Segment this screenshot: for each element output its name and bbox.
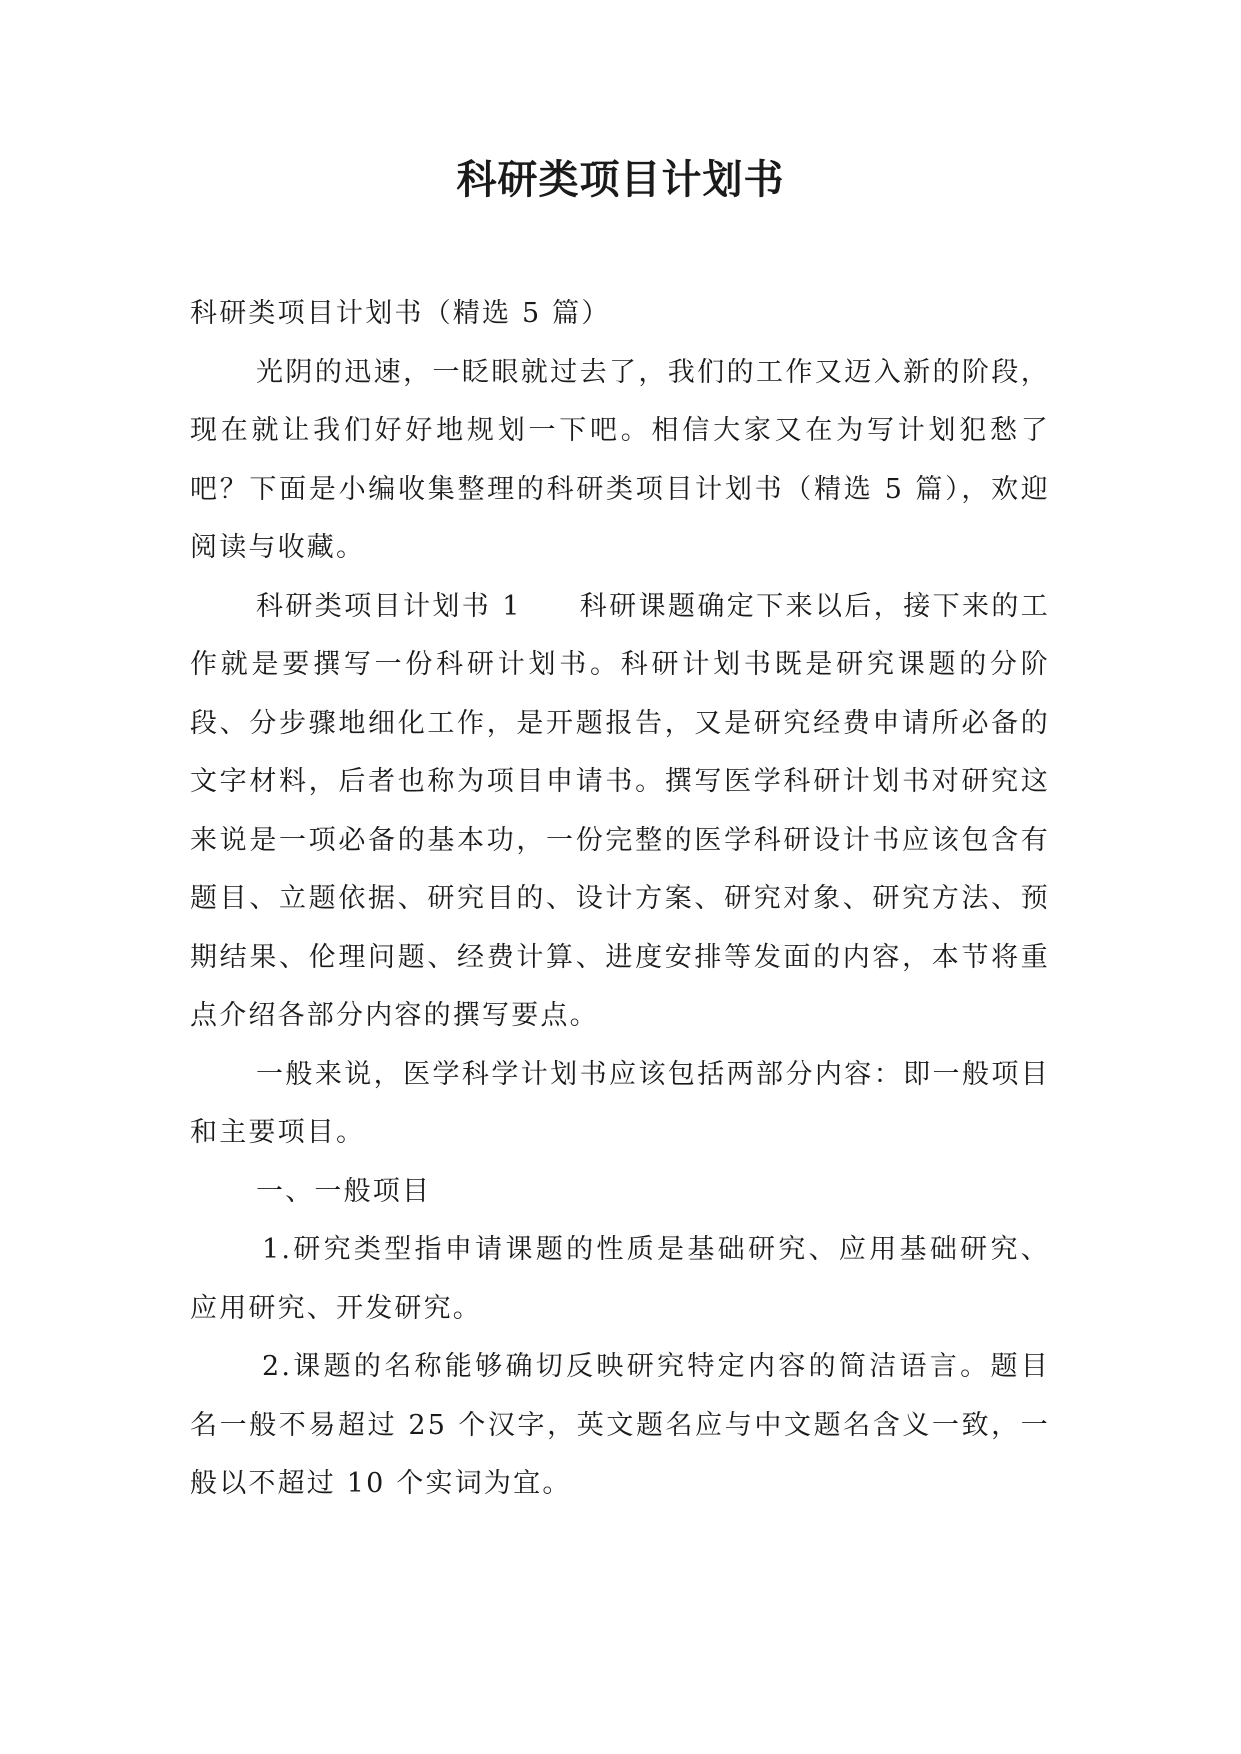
document-title: 科研类项目计划书 bbox=[456, 156, 785, 203]
general-items-heading: 一、一般项目 bbox=[256, 1175, 432, 1207]
document-subtitle: 科研类项目计划书（精选 5 篇） bbox=[190, 298, 611, 329]
item-2-paragraph: 2.课题的名称能够确切反映研究特定内容的简洁语言。题目名一般不易超过 25 个汉字，英文题名应与中文题名含义一致，一般以不超过 10 个实词为宜。 bbox=[190, 1351, 1050, 1499]
section-1-body: 科研课题确定下来以后，接下来的工作就是要撰写一份科研计划书。科研计划书既是研究课题的分阶段、分步骤地细化工作，是开题报告，又是研究经费申请所必备的文字材料，后者也称为项目申请书。撰写医学科研计划书对研究这来说是一项必备的基本功，一份完整的医学科研设计书应该包含有题目、立题依据、研究目的、设计方案、研究对象、研究方法、预期结果、伦理问题、经费计算、进度安排等发面的内容，本节将重点介绍各部分内容的撰写要点。 bbox=[190, 590, 1050, 1031]
section-1-paragraph bbox=[190, 578, 1050, 1046]
document-body bbox=[190, 285, 1050, 1514]
intro-paragraph: 光阴的迅速，一眨眼就过去了，我们的工作又迈入新的阶段，现在就让我们好好地规划一下吧。相信大家又在为写计划犯愁了吧？下面是小编收集整理的科研类项目计划书（精选 5 篇），欢迎阅读与收藏。 bbox=[190, 356, 1050, 563]
section-1-heading: 科研类项目计划书 1 bbox=[256, 590, 522, 622]
general-paragraph: 一般来说，医学科学计划书应该包括两部分内容：即一般项目和主要项目。 bbox=[190, 1058, 1050, 1148]
item-1-paragraph: 1.研究类型指申请课题的性质是基础研究、应用基础研究、应用研究、开发研究。 bbox=[190, 1234, 1050, 1324]
